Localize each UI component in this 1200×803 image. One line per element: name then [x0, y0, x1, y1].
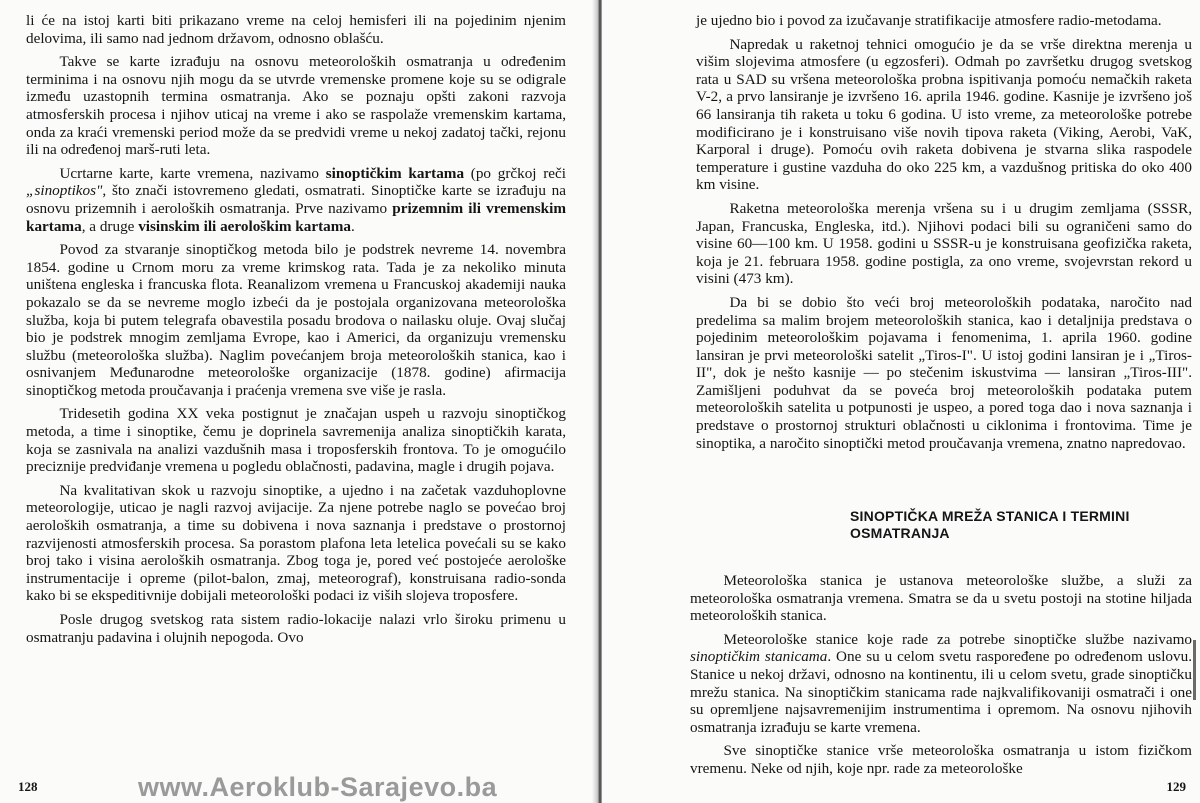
left-page [0, 0, 598, 803]
paragraph: Tridesetih godina XX veka postignut je značajan uspeh u razvoju sinoptičkog metoda, a time i sinoptike, čemu je doprinela savremenija analiza sinoptičkih karata, koja se zasnivala na analizi vazdušnih masa i troposferskih frontova. To je omogućilo preciznije predviđanje vremena u pogledu oblačnosti, padavina, magle i drugih pojava. [26, 405, 566, 476]
text-run: . [350, 217, 355, 235]
left-page-text [26, 12, 566, 652]
italic-term: „sinoptikos" [26, 182, 103, 200]
paragraph: Napredak u raketnoj tehnici omogućio je da se vrše direktna merenja u višim slojevima atmosfere (u egzosferi). Odmah po završetku drugog svetskog rata u SAD su vršena meteorološka probna ispitivanja pomoću nemačkih raketa V-2, a prvo lansiranje je izvršeno 16. aprila 1946. godine. Kasnije je izvršeno još 66 lansiranja tih raketa u toku 6 godina. U isto vreme, za meteorološke potrebe modificirano je i konstruisano više novih tipova raketa (Viking, Aerobi, VaK, Karporal i druge). Pomoću ovih raketa dobivena je stvarna slika raspodele temperature i gustine vazduha do oko 225 km, a vazdušnog pritiska do oko 400 km visine. [696, 35, 1192, 194]
paragraph-sinoptic-maps [26, 165, 566, 235]
paragraph: Meteorološka stanica je ustanova meteorološke službe, a služi za meteorološka osmatranja vremena. Smatra se da u svetu postoji na stotine hiljada meteoroloških stanica. [690, 572, 1192, 625]
text-run: Meteorološke stanice koje rade za potrebe sinoptičke službe nazivamo [723, 630, 1192, 648]
text-run: . One su u celom svetu raspoređene po određenom uslovu. Stanice u nekoj državi, odnosno na kontinentu, ili u celom svetu, grade sinoptičku mrežu stanica. Na sinoptičkim stanicama rade najkvalifikovaniji osmatrači i one su opremljene najsavremenijim instrumentima i opremom. Na osnovu njihovih osmatranja izrađuju se karte vremena. [690, 648, 1192, 736]
page-edge-mark [1193, 640, 1196, 700]
page-number: 128 [18, 779, 38, 794]
text-run: (po grčkoj reči [464, 164, 566, 182]
paragraph: Da bi se dobio što veći broj meteoroloških podataka, naročito nad predelima sa malim brojem meteoroloških stanica, kao i detaljnija predstava o pojedinim meteorološkim pojavama i fenomenima, 1. aprila 1960. godine lansiran je prvi meteorološki satelit „Tiros-I". U istoj godini lansiran je i „Tiros-II", dok je nešto kasnije — po stečenim iskustvima — lansiran „Tiros-III". Zamišljeni poduhvat da se poveća broj meteoroloških podataka putem meteoroloških satelita u potpunosti je uspeo, a pored toga dao i nova saznanja i predstave o prostornoj strukturi oblačnosti u ciklonima i frontovima. Time je sinoptika, a naročito sinoptički metod proučavanja vremena, znatno napredovao. [696, 293, 1192, 452]
right-page [602, 0, 1200, 803]
right-page-text-bottom [690, 572, 1192, 784]
paragraph: Sve sinoptičke stanice vrše meteorološka osmatranja u istom fizičkom vremenu. Neke od njih, koje npr. rade za meteorološke [690, 742, 1192, 777]
paragraph: je ujedno bio i povod za izučavanje stratifikacije atmosfere radio-metodama. [696, 12, 1162, 29]
paragraph: Na kvalitativan skok u razvoju sinoptike, a ujedno i na začetak vazduhoplovne meteorologije, uticao je nagli razvoj avijacije. Za njene potrebe naglo se povećao broj aeroloških osmatranja, a time su dobivena i nova saznanja i predstave o prostornoj razvijenosti atmosferskih procesa. Sa porastom plafona leta letelica povećali su se kako broj tako i visina aeroloških osmatranja. Zbog toga je, pored već postojeće aerološke instrumentacije i opreme (pilot-balon, zmaj, meteorograf), konstruisana radio-sonda kako bi se ekspeditivnije dobijali meteorološki podaci iz viših slojeva troposfere. [26, 481, 566, 605]
paragraph: Posle drugog svetskog rata sistem radio-lokacije nalazi vrlo široku primenu u osmatranju padavina i olujnih nepogoda. Ovo [26, 611, 566, 646]
section-heading: SINOPTIČKA MREŽA STANICA I TERMINI OSMATRANJA [850, 508, 1130, 541]
bold-term: prizemnim ili vremenskim kartama [26, 199, 566, 235]
text-run: , a druge [81, 217, 139, 235]
bold-term: visinskim ili aerološkim kartama [138, 217, 351, 235]
paragraph-sinoptic-stations [690, 631, 1192, 737]
page-number: 129 [1166, 779, 1186, 794]
italic-term: sinoptičkim stanicama [690, 648, 828, 666]
paragraph: Povod za stvaranje sinoptičkog metoda bilo je podstrek nevreme 14. novembra 1854. godine u Crnom moru za vreme krimskog rata. Tada je za nekoliko minuta uništena engleska i francuska flota. Reanalizom vremena u Francuskoj akademiji nauka pokazalo se da se nevreme moglo izbeći da je postojala organizovana meteorološka služba, koja bi putem telegrafa obavestila posadu brodova o nailasku oluje. Ovaj slučaj bio je podstrek mnogim zemljama Evrope, kao i Americi, da organizuju vremensku službu (meteorološka služba). Naglim povećanjem broja meteoroloških stanica, kao i osnivanjem Međunarodne meteorološke organizacije (1878. godine) afirmacija sinoptičkog metoda proučavanja i praćenja vremena sve više je rasla. [26, 241, 566, 399]
text-run: Ucrtarne karte, karte vremena, nazivamo [59, 164, 326, 182]
watermark: www.Aeroklub-Sarajevo.ba [138, 772, 498, 802]
paragraph: Takve se karte izrađuju na osnovu meteoroloških osmatranja u određenim terminima i na osnovu njih mogu da se utvrde vremenske promene koje su se odigrale između uzastopnih termina osmatranja. Ako se poznaju opšti zakoni razvoja atmosferskih procesa i njihov uticaj na vreme i ako se raspolaže vremenskim kartama, onda za kraći vremenski period može da se predvidi vreme u nekoj zadatoj tački, rejonu ili na određenoj marš-ruti leta. [26, 53, 566, 159]
paragraph: Raketna meteorološka merenja vršena su i u drugim zemljama (SSSR, Japan, Francuska, Engleska, itd.). Njihovi podaci bili su ograničeni samo do visine 60—100 km. U 1958. godini u SSSR-u je konstruisana geofizička raketa, koja je 21. februara 1958. godine postigla, za ono vreme, svojevrstan rekord u visini (473 km). [696, 199, 1192, 288]
paragraph: li će na istoj karti biti prikazano vreme na celoj hemisferi ili na pojedinim njenim delovima, ili samo nad jednom državom, odnosno oblašću. [26, 12, 566, 47]
right-page-text-top [696, 12, 1192, 458]
bold-term: sinoptičkim kartama [325, 164, 465, 182]
text-run: , što znači istovremeno gledati, osmatrati. Sinoptičke karte se izrađuju na osnovu prizemnih i aeroloških osmatranja. Prve nazivamo [26, 182, 566, 217]
